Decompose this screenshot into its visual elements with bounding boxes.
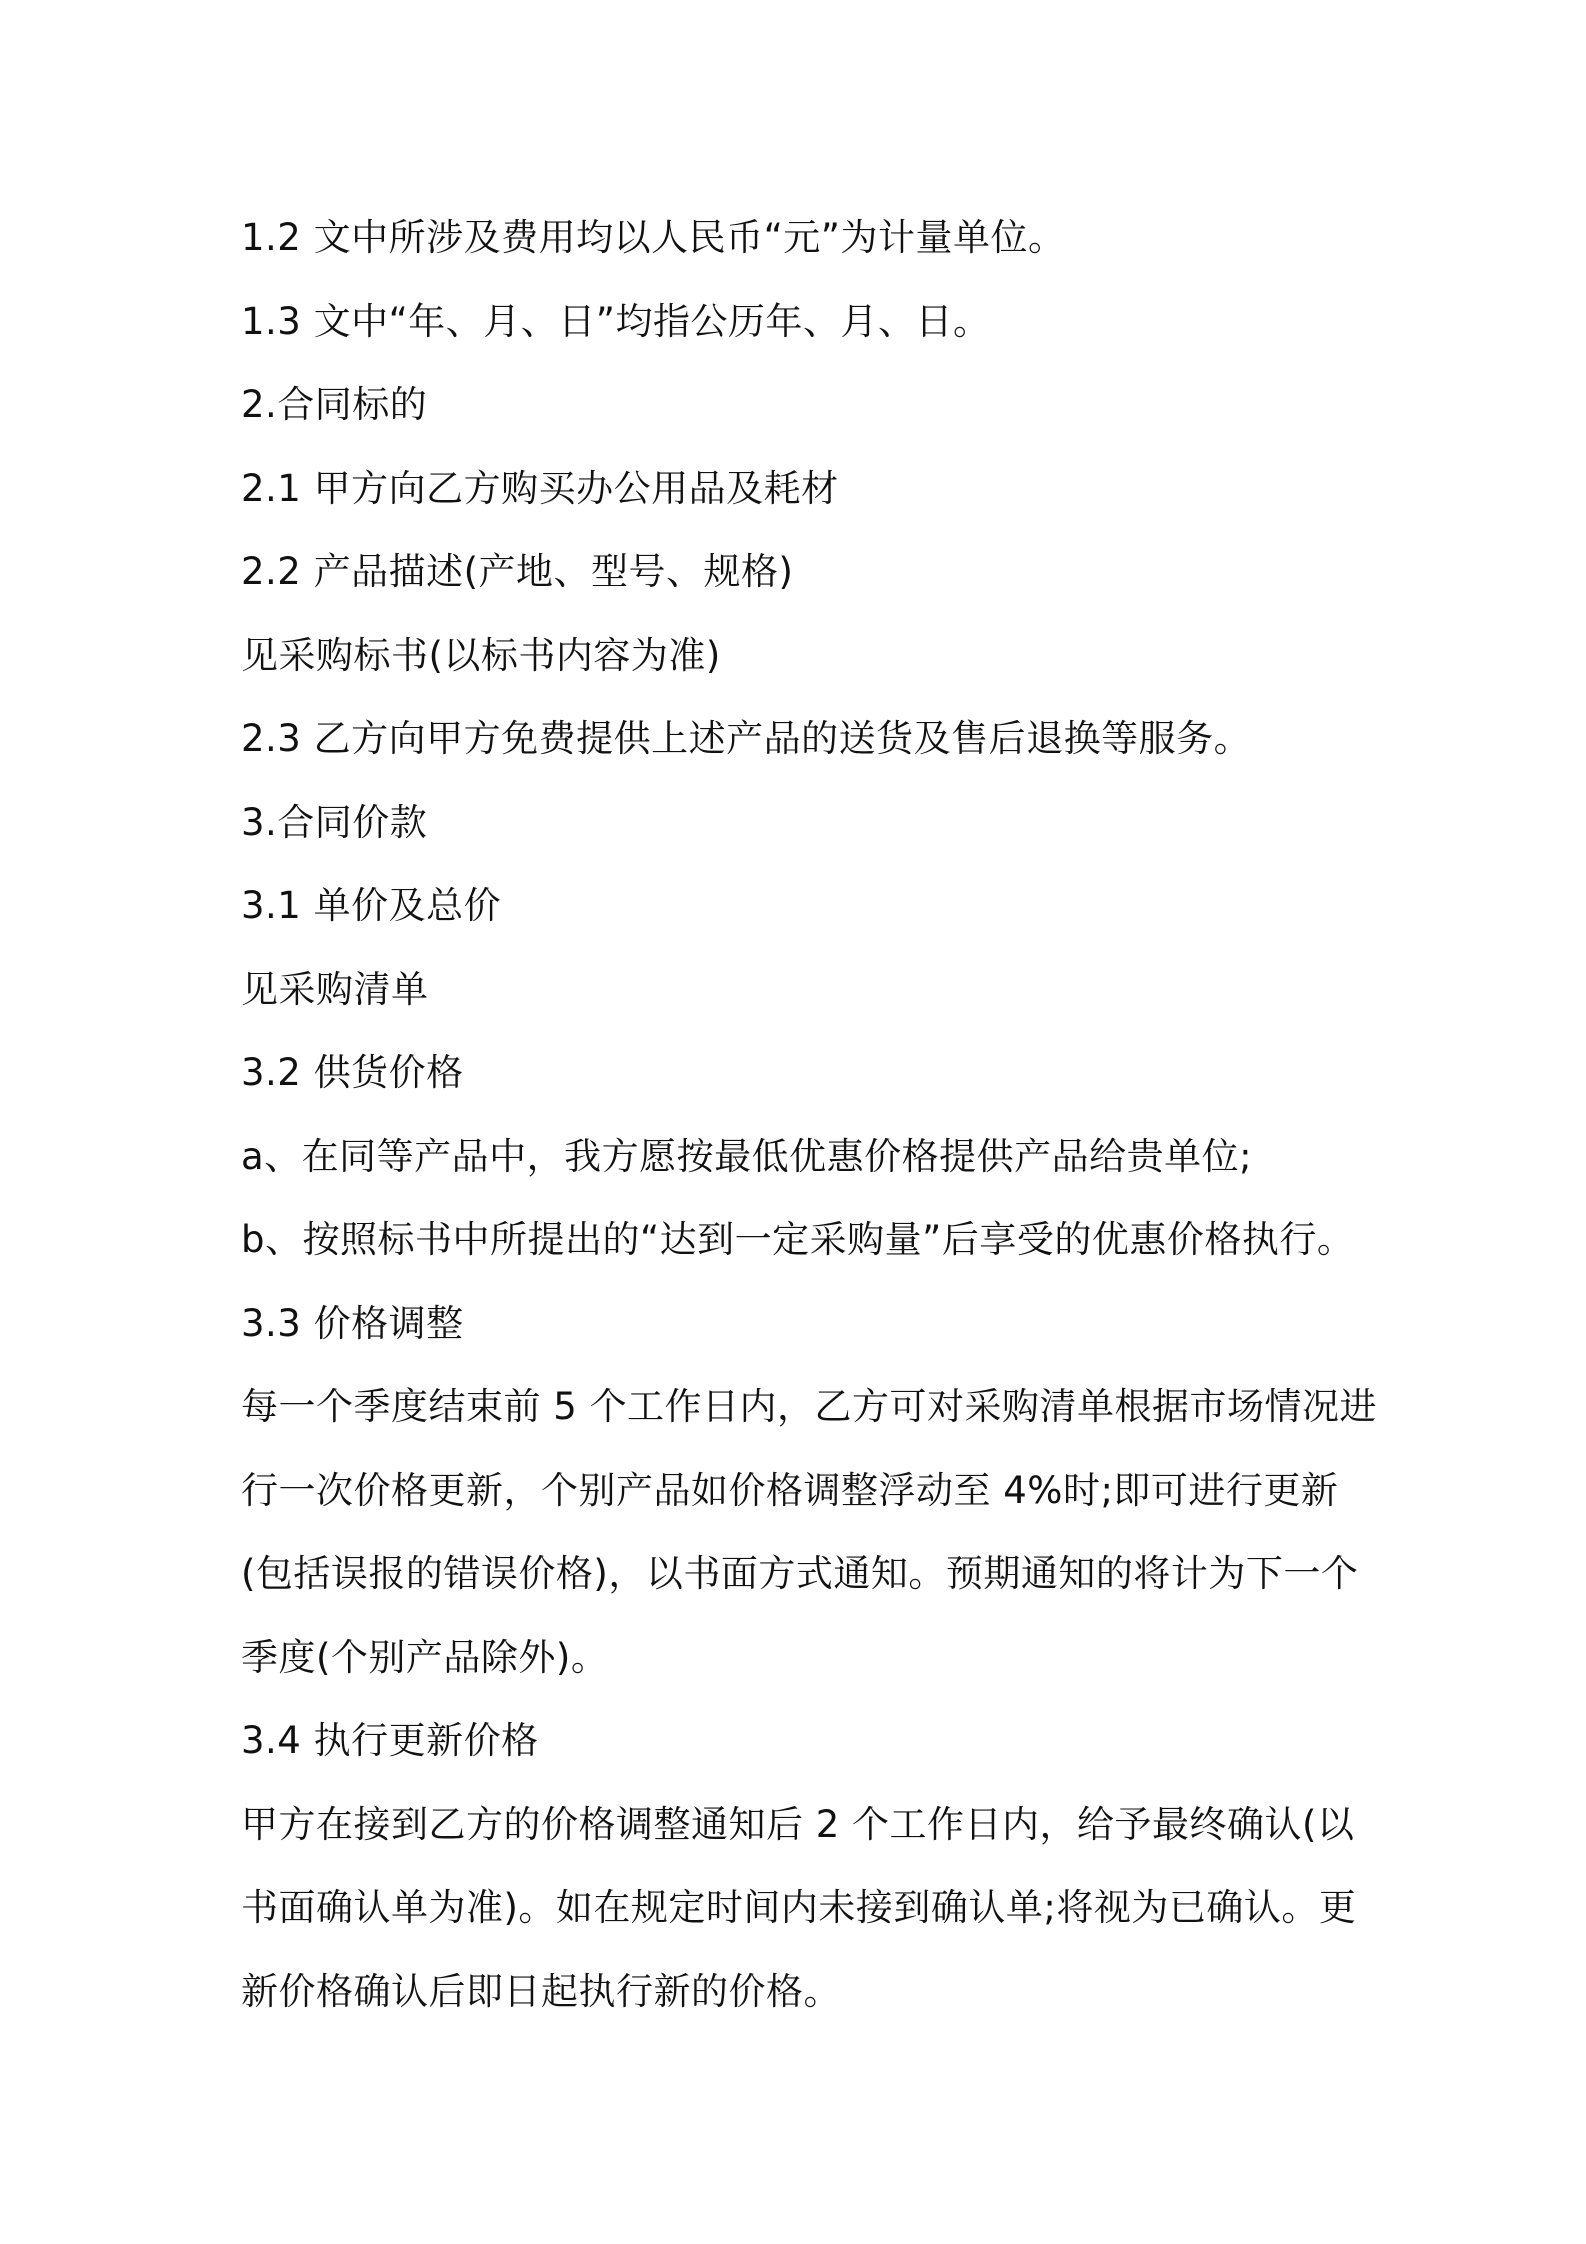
clause-3-1-detail: 见采购清单 [241, 967, 429, 1011]
clause-3-4-text-line-3: 新价格确认后即日起执行新的价格。 [241, 1969, 841, 2013]
clause-3-3-text-line-2: 行一次价格更新，个别产品如价格调整浮动至 4%时;即可进行更新 [241, 1468, 1339, 1512]
clause-3-1: 3.1 单价及总价 [241, 884, 502, 927]
section-3-heading: 3.合同价款 [241, 800, 428, 844]
clause-3-3: 3.3 价格调整 [241, 1301, 464, 1345]
clause-3-2: 3.2 供货价格 [241, 1051, 464, 1094]
clause-1-3: 1.3 文中“年、月、日”均指公历年、月、日。 [241, 299, 991, 343]
clause-2-1: 2.1 甲方向乙方购买办公用品及耗材 [241, 466, 839, 510]
clause-3-3-text-line-4: 季度(个别产品除外)。 [241, 1635, 609, 1679]
clause-3-3-text-line-1: 每一个季度结束前 5 个工作日内，乙方可对采购清单根据市场情况进 [241, 1385, 1378, 1428]
clause-3-2-a: a、在同等产品中，我方愿按最低优惠价格提供产品给贵单位; [241, 1134, 1253, 1178]
clause-2-3: 2.3 乙方向甲方免费提供上述产品的送货及售后退换等服务。 [241, 717, 1252, 760]
clause-3-2-b: b、按照标书中所提出的“达到一定采购量”后享受的优惠价格执行。 [241, 1218, 1355, 1261]
document-body [241, 196, 1381, 2033]
clause-1-2: 1.2 文中所涉及费用均以人民币“元”为计量单位。 [241, 216, 1066, 259]
clause-3-4-text-line-1: 甲方在接到乙方的价格调整通知后 2 个工作日内，给予最终确认(以 [241, 1802, 1355, 1846]
clause-3-4: 3.4 执行更新价格 [241, 1719, 539, 1762]
clause-2-2: 2.2 产品描述(产地、型号、规格) [241, 550, 794, 593]
clause-3-4-text-line-2: 书面确认单为准)。如在规定时间内未接到确认单;将视为已确认。更 [241, 1886, 1357, 1929]
section-2-heading: 2.合同标的 [241, 383, 428, 426]
clause-2-2-detail: 见采购标书(以标书内容为准) [241, 633, 721, 677]
clause-3-3-text-line-3: (包括误报的错误价格)，以书面方式通知。预期通知的将计为下一个 [241, 1552, 1359, 1595]
